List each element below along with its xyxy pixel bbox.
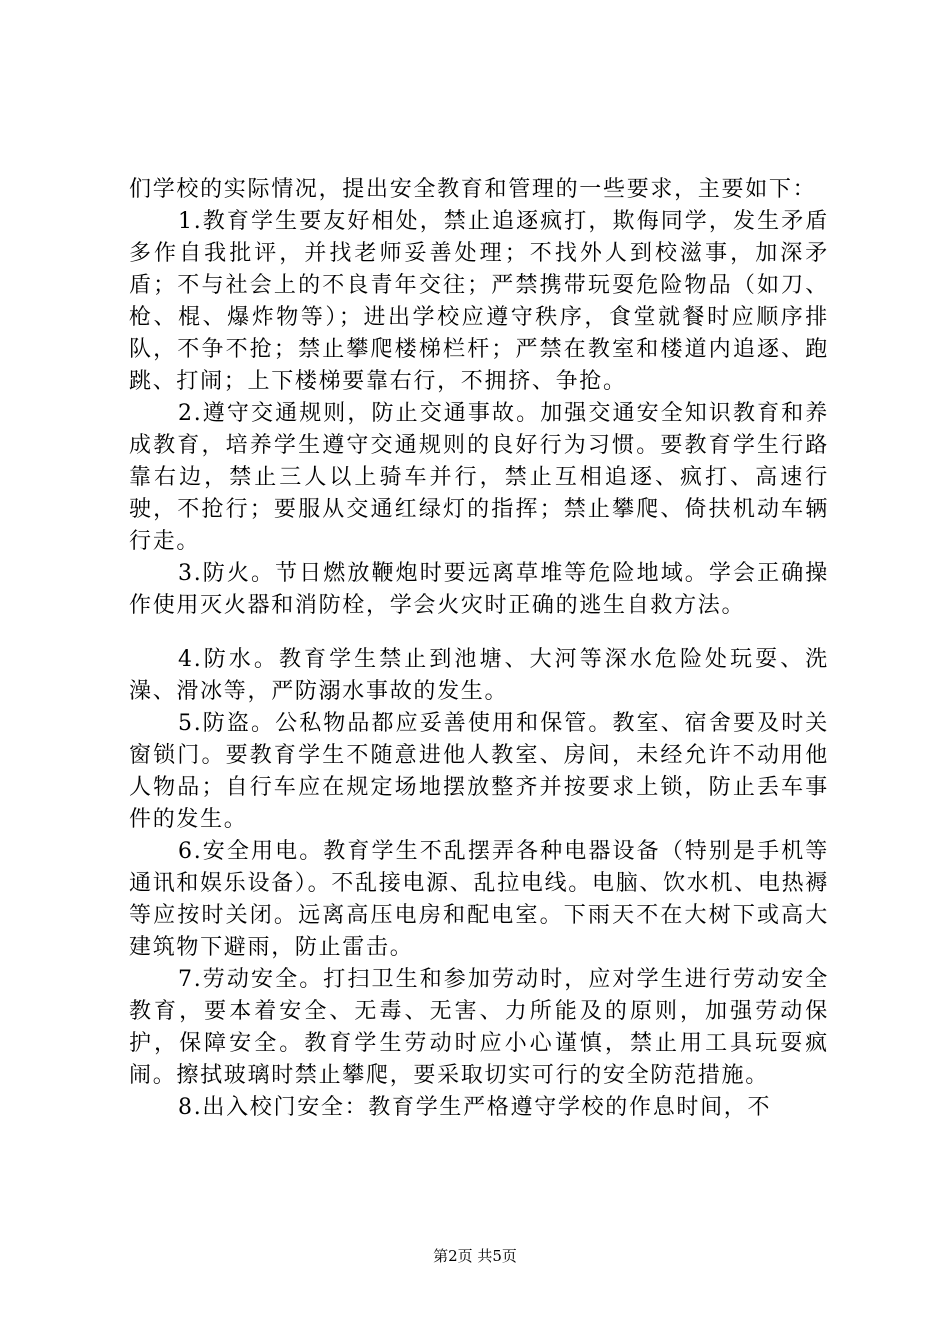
paragraph-item-5: 5.防盗。公私物品都应妥善使用和保管。教室、宿舍要及时关窗锁门。要教育学生不随意进他人教室、房间，未经允许不动用他人物品；自行车应在规定场地摆放整齐并按要求上锁，防止丢车事件的发生。 [129, 711, 829, 832]
paragraph-item-6: 6.安全用电。教育学生不乱摆弄各种电器设备（特别是手机等通讯和娱乐设备）。不乱接电源、乱拉电线。电脑、饮水机、电热褥等应按时关闭。远离高压电房和配电室。下雨天不在大树下或高大建筑物下避雨，防止雷击。 [129, 839, 830, 960]
paragraph-item-1: 1.教育学生要友好相处，禁止追逐疯打，欺侮同学，发生矛盾多作自我批评，并找老师妥善处理；不找外人到校滋事，加深矛盾；不与社会上的不良青年交往；严禁携带玩耍危险物品（如刀、枪、棍、爆炸物等）；进出学校应遵守秩序，食堂就餐时应顺序排队，不争不抢；禁止攀爬楼梯栏杆；严禁在教室和楼道内追逐、跑跳、打闹；上下楼梯要靠右行，不拥挤、争抢。 [129, 209, 829, 394]
page-number-footer: 第2页 共5页 [433, 1247, 517, 1265]
paragraph-item-2: 2.遵守交通规则，防止交通事故。加强交通安全知识教育和养成教育，培养学生遵守交通规则的良好行为习惯。要教育学生行路靠右边，禁止三人以上骑车并行，禁止互相追逐、疯打、高速行驶，不抢行；要服从交通红绿灯的指挥；禁止攀爬、倚扶机动车辆行走。 [129, 401, 829, 554]
document-body [129, 174, 829, 1124]
paragraph-item-4: 4.防水。教育学生禁止到池塘、大河等深水危险处玩耍、洗澡、滑冰等，严防溺水事故的发生。 [129, 647, 829, 704]
paragraph-item-3: 3.防火。节日燃放鞭炮时要远离草堆等危险地域。学会正确操作使用灭火器和消防栓，学会火灾时正确的逃生自救方法。 [129, 561, 829, 618]
paragraph-intro-continuation: 们学校的实际情况，提出安全教育和管理的一些要求，主要如下： [129, 177, 817, 202]
paragraph-item-8: 8.出入校门安全：教育学生严格遵守学校的作息时间，不 [178, 1095, 772, 1120]
paragraph-item-7: 7.劳动安全。打扫卫生和参加劳动时，应对学生进行劳动安全教育，要本着安全、无毒、无害、力所能及的原则，加强劳动保护，保障安全。教育学生劳动时应小心谨慎，禁止用工具玩耍疯闹。擦拭玻璃时禁止攀爬，要采取切实可行的安全防范措施。 [129, 967, 829, 1088]
